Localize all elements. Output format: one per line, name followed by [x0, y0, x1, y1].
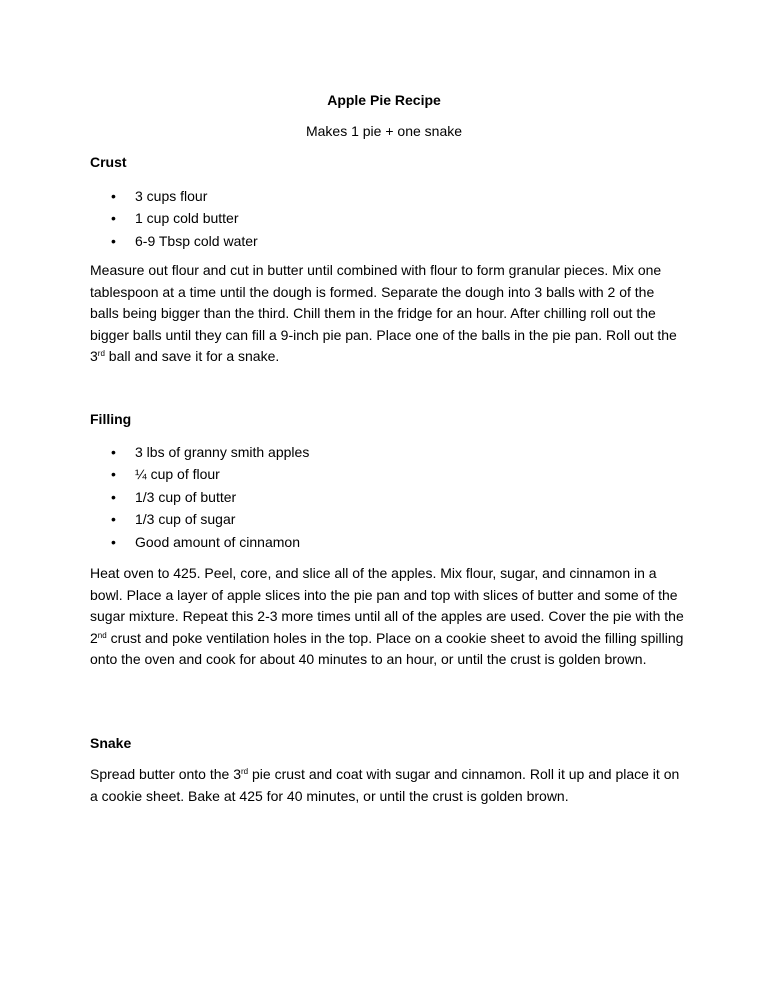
list-item-text: Good amount of cinnamon — [135, 533, 300, 550]
ordinal-suffix: nd — [97, 630, 107, 640]
list-item-text: 1 cup cold butter — [135, 210, 239, 227]
crust-instructions-text-end: ball and save it for a snake. — [104, 348, 280, 365]
list-item-text: 1/3 cup of sugar — [135, 511, 236, 528]
list-item — [90, 185, 690, 207]
bullet-icon: • — [111, 466, 116, 483]
bullet-icon: • — [111, 188, 116, 204]
list-item — [90, 207, 690, 229]
snake-heading: Snake — [90, 735, 132, 751]
bullet-icon: • — [111, 511, 116, 528]
ordinal-suffix: rd — [97, 349, 105, 359]
bullet-icon: • — [111, 210, 116, 227]
filling-heading: Filling — [90, 411, 132, 427]
list-item-text: 1/3 cup of butter — [135, 488, 237, 505]
filling-instructions-text: Heat oven to 425. Peel, core, and slice all of the apples. Mix flour, sugar, and cinnamon in a bowl. Place a layer of apple slices into the pie pan and top with slices of butter and some of the sugar mixture. Repeat this 2-3 more times until all of the apples are used. Cover the pie with the 2 — [90, 565, 684, 646]
list-item — [90, 486, 690, 508]
list-item — [90, 441, 690, 463]
snake-instructions-text-end: pie crust and coat with sugar and cinnamon. Roll it up and place it on a cookie sheet. Bake at 425 for 40 minutes, or until the crust is golden brown. — [90, 766, 680, 804]
list-item — [90, 463, 690, 485]
filling-instructions — [90, 563, 686, 671]
recipe-subtitle: Makes 1 pie + one snake — [305, 123, 463, 139]
ordinal-suffix: rd — [241, 767, 249, 776]
crust-instructions — [90, 260, 686, 368]
crust-ingredient-list — [90, 185, 690, 252]
list-item — [90, 508, 690, 530]
bullet-icon: • — [111, 232, 116, 249]
list-item-text: 3 lbs of granny smith apples — [135, 444, 310, 460]
snake-instructions — [90, 764, 686, 807]
filling-ingredient-list — [90, 441, 690, 553]
list-item-text: 6-9 Tbsp cold water — [135, 232, 258, 249]
bullet-icon: • — [111, 444, 116, 460]
crust-heading: Crust — [90, 154, 127, 170]
list-item — [90, 230, 690, 252]
filling-instructions-text-end: crust and poke ventilation holes in the top. Place on a cookie sheet to avoid the filling spilling onto the oven and cook for about 40 minutes to an hour, or until the crust is golden brown. — [90, 629, 684, 668]
list-item-text: ¼ cup of flour — [135, 466, 220, 483]
crust-instructions-text: Measure out flour and cut in butter until combined with flour to form granular pieces. Mix one tablespoon at a time until the dough is formed. Separate the dough into 3 balls with 2 of the balls being bigger than the third. Chill them in the fridge for an hour. After chilling roll out the bigger balls until they can fill a 9-inch pie pan. Place one of the balls in the pie pan. Roll out the 3 — [90, 262, 677, 365]
snake-instructions-text: Spread butter onto the 3 — [90, 766, 241, 782]
bullet-icon: • — [111, 533, 116, 550]
recipe-title: Apple Pie Recipe — [327, 92, 441, 108]
bullet-icon: • — [111, 488, 116, 505]
list-item — [90, 531, 690, 553]
list-item-text: 3 cups flour — [135, 188, 208, 204]
